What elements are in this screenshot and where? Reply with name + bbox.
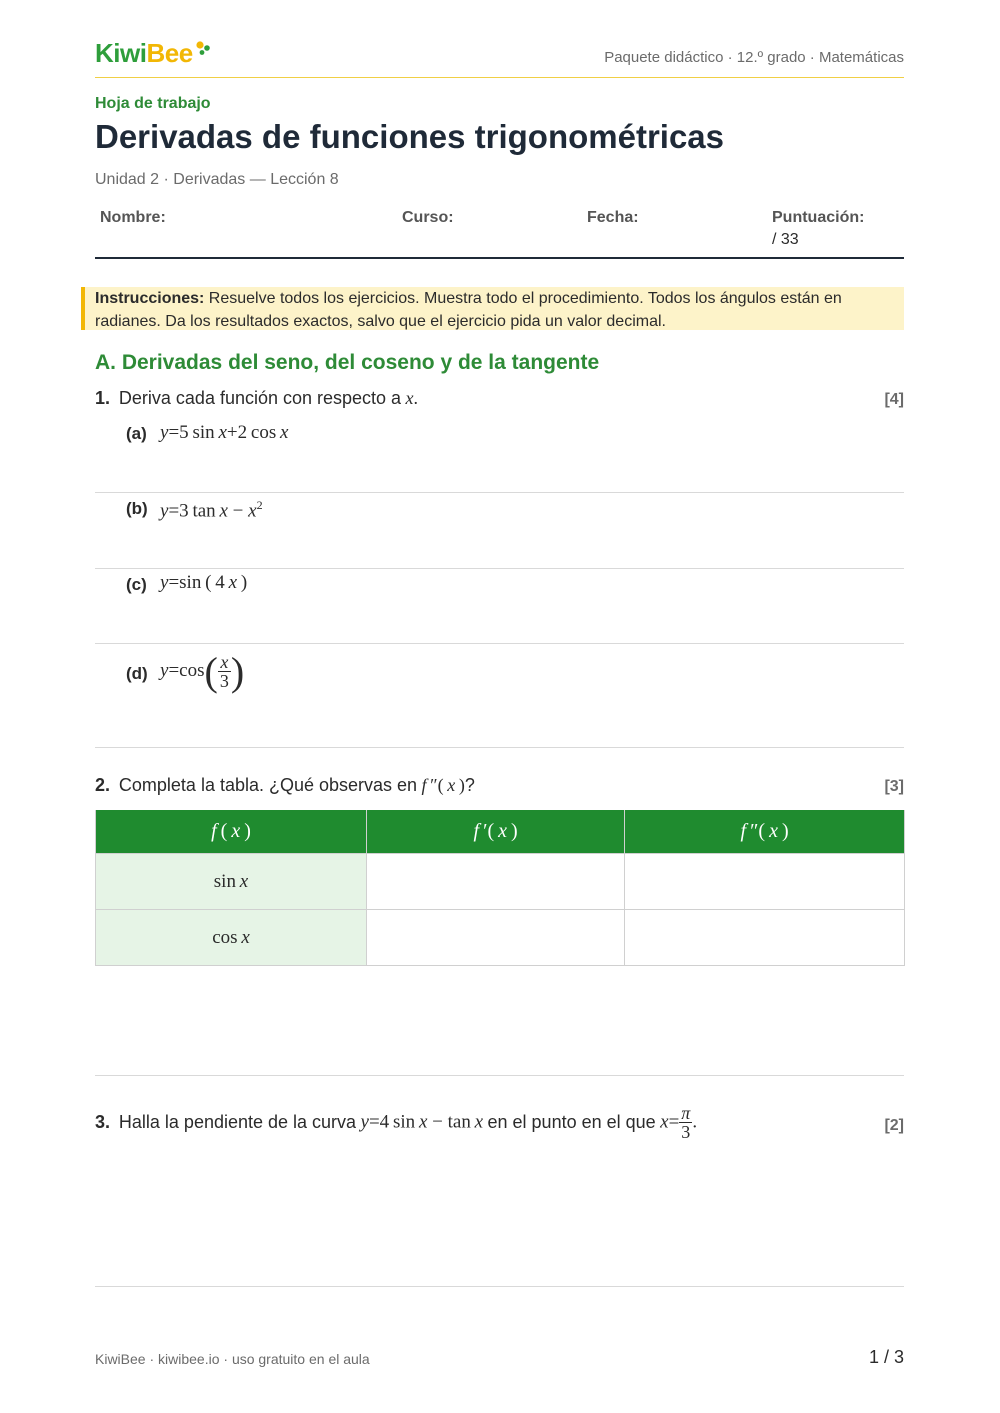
question-3-marks: [2] bbox=[884, 1117, 904, 1134]
answer-line bbox=[95, 492, 904, 493]
question-text: Completa la tabla. ¿Qué observas en bbox=[118, 775, 418, 795]
page-subtitle: Unidad 2 · Derivadas — Lección 8 bbox=[95, 171, 339, 188]
table-row bbox=[96, 910, 905, 966]
section-a-heading: A. Derivadas del seno, del coseno y de la tangente bbox=[95, 351, 600, 374]
name-field-label: Nombre: bbox=[100, 209, 166, 226]
page-title: Derivadas de funciones trigonométricas bbox=[95, 118, 725, 155]
bee-dots-icon bbox=[195, 40, 211, 56]
part-b-expression: y=3 $\tan x - x^2$ bbox=[160, 498, 263, 522]
answer-line bbox=[95, 1286, 904, 1287]
question-text: Deriva cada función con respecto a bbox=[118, 388, 402, 408]
page-number: 1 / 3 bbox=[868, 1347, 904, 1367]
answer-line bbox=[95, 747, 904, 748]
answer-line bbox=[95, 568, 904, 569]
part-d-label: (d) bbox=[126, 664, 148, 683]
col-header-f-prime: f ′( x ) bbox=[367, 810, 625, 854]
answer-cell[interactable] bbox=[625, 910, 905, 966]
instructions-callout bbox=[81, 287, 904, 330]
point-expression: x= $\frac{\pi}{3}$ . bbox=[660, 1103, 698, 1142]
instructions-text: Resuelve todos los ejercicios. Muestra todo el procedimiento. Todos los ángulos están en radianes. Da los resultados exactos, salvo que el ejercicio pida un valor decimal. bbox=[95, 290, 842, 330]
question-1-marks: [4] bbox=[884, 391, 904, 408]
part-d-expression: y=cos( $\frac{x}{3}$ ) bbox=[160, 649, 245, 694]
second-derivative-expr: f ″( x ) bbox=[421, 775, 465, 795]
question-number: 1. bbox=[95, 388, 111, 408]
logo-kiwi: Kiwi bbox=[95, 38, 147, 68]
footer-text: KiwiBee · kiwibee.io · uso gratuito en el aula bbox=[95, 1351, 370, 1367]
question-number: 2. bbox=[95, 775, 111, 795]
worksheet-kicker: Hoja de trabajo bbox=[95, 95, 211, 112]
part-c-label: (c) bbox=[126, 575, 147, 594]
part-c-expression: y=sin ( 4 x ) bbox=[160, 572, 248, 593]
course-field-label: Curso: bbox=[402, 209, 454, 226]
answer-cell[interactable] bbox=[625, 854, 905, 910]
question-1 bbox=[95, 388, 418, 409]
logo-bee: Bee bbox=[146, 38, 193, 68]
part-a-expression: y=5 sin x+2 cos x bbox=[160, 422, 289, 443]
pack-info: Paquete didáctico · 12.º grado · Matemáticas bbox=[604, 49, 904, 66]
fields-divider bbox=[95, 257, 904, 259]
date-field-label: Fecha: bbox=[587, 209, 639, 226]
question-number: 3. bbox=[95, 1112, 111, 1133]
answer-line bbox=[95, 1075, 904, 1076]
header-divider bbox=[95, 77, 904, 78]
question-text: Halla la pendiente de la curva bbox=[118, 1112, 357, 1133]
table-row bbox=[96, 854, 905, 910]
question-text-after: en el punto en el que bbox=[487, 1112, 656, 1133]
col-header-f: f ( x ) bbox=[96, 810, 367, 854]
score-total: / 33 bbox=[772, 231, 799, 248]
cell-function: cos x bbox=[96, 910, 367, 966]
instructions-label: Instrucciones: bbox=[95, 290, 205, 307]
answer-cell[interactable] bbox=[367, 854, 625, 910]
answer-cell[interactable] bbox=[367, 910, 625, 966]
part-b-label: (b) bbox=[126, 499, 148, 518]
question-variable: x. bbox=[405, 388, 419, 408]
part-a-label: (a) bbox=[126, 424, 147, 443]
score-field-label: Puntuación: bbox=[772, 209, 865, 226]
question-3 bbox=[95, 1104, 697, 1141]
col-header-f-double-prime: f ″( x ) bbox=[625, 810, 905, 854]
curve-expression: y=4 sin x − tan x bbox=[360, 1111, 484, 1133]
kiwibee-logo bbox=[95, 38, 211, 69]
derivatives-table bbox=[95, 810, 905, 966]
cell-function: sin x bbox=[96, 854, 367, 910]
question-2: 2. Completa la tabla. ¿Qué observas en f ″( x )? bbox=[95, 775, 475, 795]
answer-line bbox=[95, 643, 904, 644]
table-header-row bbox=[96, 810, 905, 854]
question-2-marks: [3] bbox=[884, 778, 904, 795]
